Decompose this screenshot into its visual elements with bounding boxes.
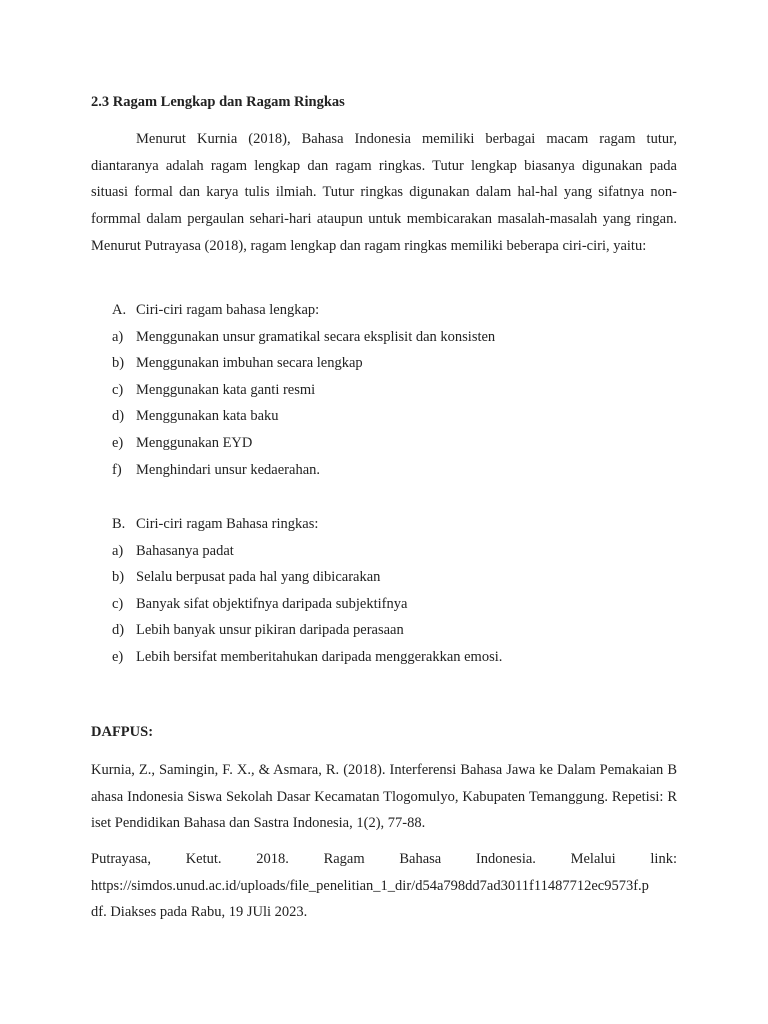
reference-entry-putrayasa [91,846,677,926]
list-marker: B. [112,516,126,532]
list-marker: f) [112,461,122,478]
list-item [112,324,672,351]
list-title-text: Ciri-ciri ragam bahasa lengkap: [136,302,320,318]
list-marker: b) [112,355,125,372]
list-item-text: Menggunakan unsur gramatikal secara eksplisit dan konsisten [136,328,496,345]
list-marker: e) [112,648,124,665]
list-marker: d) [112,622,125,639]
list-item [112,403,672,430]
reference-entry-kurnia: Kurnia, Z., Samingin, F. X., & Asmara, R. (2018). Interferensi Bahasa Jawa ke Dalam Pemakaian Bahasa Indonesia Siswa Sekolah Dasar Kecamatan Tlogomulyo, Kabupaten Temanggung. Repetisi: Riset Pendidikan Bahasa dan Sastra Indonesia, 1(2), 77-88. [91,762,677,832]
list-item-text: Menggunakan kata baku [136,408,279,425]
intro-paragraph: Menurut Kurnia (2018), Bahasa Indonesia memiliki berbagai macam ragam tutur, diantaranya adalah ragam lengkap dan ragam ringkas. Tutur lengkap biasanya digunakan pada situasi formal dan karya tulis ilmiah. Tutur ringkas digunakan dalam hal-hal yang sifatnya non-formmal dalam pergaulan sehari-hari ataupun untuk membicarakan masalah-masalah yang ringan. Menurut Putrayasa (2018), ragam lengkap dan ragam ringkas memiliki beberapa ciri-ciri, yaitu: [91,131,677,254]
list-item [112,617,672,644]
list-item-text: Menggunakan imbuhan secara lengkap [136,355,363,372]
list-item [112,644,672,671]
list-marker: d) [112,408,125,425]
list-item [112,457,672,484]
list-title-text: Ciri-ciri ragam Bahasa ringkas: [136,516,319,532]
list-ragam-ringkas [112,511,672,671]
list-ragam-lengkap [112,297,672,483]
list-item-text: Menggunakan kata ganti resmi [136,381,316,398]
reference-line: df. Diakses pada Rabu, 19 JUli 2023. [91,904,308,921]
list-marker: a) [112,542,124,559]
list-item-text: Lebih bersifat memberitahukan daripada menggerakkan emosi. [136,648,503,665]
list-marker: b) [112,569,125,586]
list-item-text: Menghindari unsur kedaerahan. [136,461,321,478]
list-item [112,564,672,591]
list-item [112,591,672,618]
list-item [112,538,672,565]
list-marker: c) [112,595,124,612]
list-item [112,377,672,404]
list-marker: a) [112,328,124,345]
list-title [112,511,672,538]
section-heading: 2.3 Ragam Lengkap dan Ragam Ringkas [91,94,345,110]
list-item-text: Menggunakan EYD [136,434,253,451]
references-heading: DAFPUS: [91,724,154,740]
list-item-text: Bahasanya padat [136,542,234,559]
list-marker: e) [112,434,124,451]
list-title [112,297,672,324]
list-marker: c) [112,381,124,398]
list-item [112,350,672,377]
list-item-text: Lebih banyak unsur pikiran daripada perasaan [136,622,404,639]
list-item [112,430,672,457]
reference-line: Putrayasa, Ketut. 2018. Ragam Bahasa Indonesia. Melalui link: [91,851,677,867]
list-item-text: Banyak sifat objektifnya daripada subjektifnya [136,595,408,612]
reference-link[interactable]: https://simdos.unud.ac.id/uploads/file_penelitian_1_dir/d54a798dd7ad3011f11487712ec9573f.p [91,877,649,894]
list-marker: A. [112,302,127,318]
list-item-text: Selalu berpusat pada hal yang dibicarakan [136,569,381,586]
